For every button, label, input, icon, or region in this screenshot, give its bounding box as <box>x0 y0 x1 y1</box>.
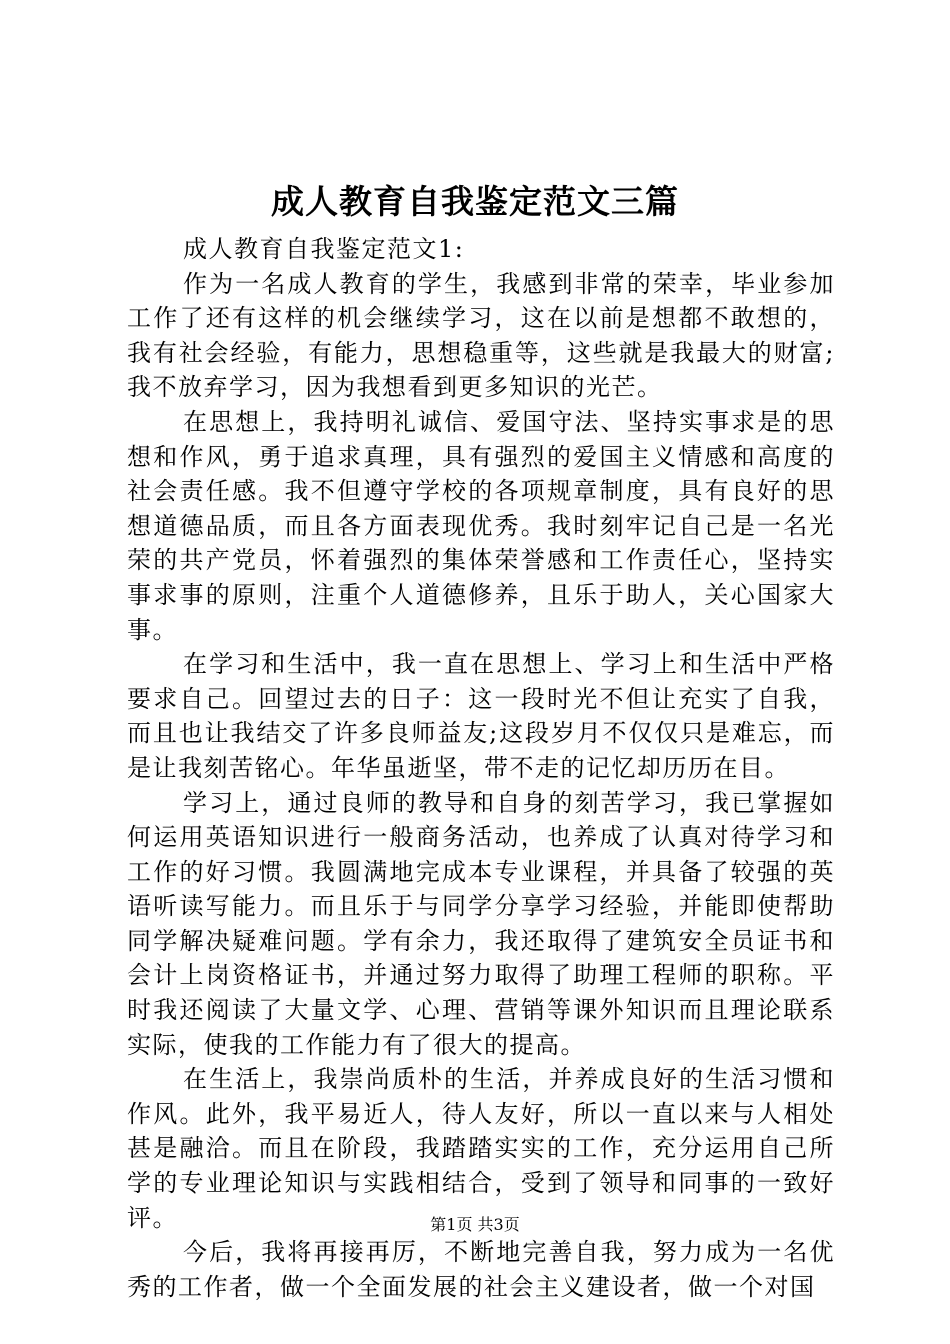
document-title: 成人教育自我鉴定范文三篇 <box>271 182 679 221</box>
paragraph: 学习上，通过良师的教导和自身的刻苦学习，我已掌握如何运用英语知识进行一般商务活动，也养成了认真对待学习和工作的好习惯。我圆满地完成本专业课程，并具备了较强的英语听读写能力。而且乐于与同学分享学习经验，并能即使帮助同学解决疑难问题。学有余力，我还取得了建筑安全员证书和会计上岗资格证书，并通过努力取得了助理工程师的职称。平时我还阅读了大量文学、心理、营销等课外知识而且理论联系实际，使我的工作能力有了很大的提高。 <box>127 788 835 1059</box>
paragraph: 在生活上，我崇尚质朴的生活，并养成良好的生活习惯和作风。此外，我平易近人，待人友好，所以一直以来与人相处甚是融洽。而且在阶段，我踏踏实实的工作，充分运用自己所学的专业理论知识与实践相结合，受到了领导和同事的一致好评。 <box>127 1065 835 1232</box>
paragraph: 在思想上，我持明礼诚信、爱国守法、坚持实事求是的思想和作风，勇于追求真理，具有强烈的爱国主义情感和高度的社会责任感。我不但遵守学校的各项规章制度，具有良好的思想道德品质，而且各方面表现优秀。我时刻牢记自己是一名光荣的共产党员，怀着强烈的集体荣誉感和工作责任心，坚持实事求事的原则，注重个人道德修养，且乐于助人，关心国家大事。 <box>127 407 835 644</box>
page-footer: 第1页 共3页 <box>430 1215 520 1234</box>
document-body <box>127 232 835 1304</box>
paragraph-heading: 成人教育自我鉴定范文1: <box>183 235 465 263</box>
paragraph: 在学习和生活中，我一直在思想上、学习上和生活中严格要求自己。回望过去的日子：这一段时光不但让充实了自我，而且也让我结交了许多良师益友;这段岁月不仅仅只是难忘，而是让我刻苦铭心。年华虽逝坚，带不走的记忆却历历在目。 <box>127 650 835 782</box>
paragraph: 今后，我将再接再厉，不断地完善自我，努力成为一名优秀的工作者，做一个全面发展的社会主义建设者，做一个对国 <box>127 1238 835 1301</box>
paragraph: 作为一名成人教育的学生，我感到非常的荣幸，毕业参加工作了还有这样的机会继续学习，这在以前是想都不敢想的，我有社会经验，有能力，思想稳重等，这些就是我最大的财富;我不放弃学习，因为我想看到更多知识的光芒。 <box>127 269 835 402</box>
